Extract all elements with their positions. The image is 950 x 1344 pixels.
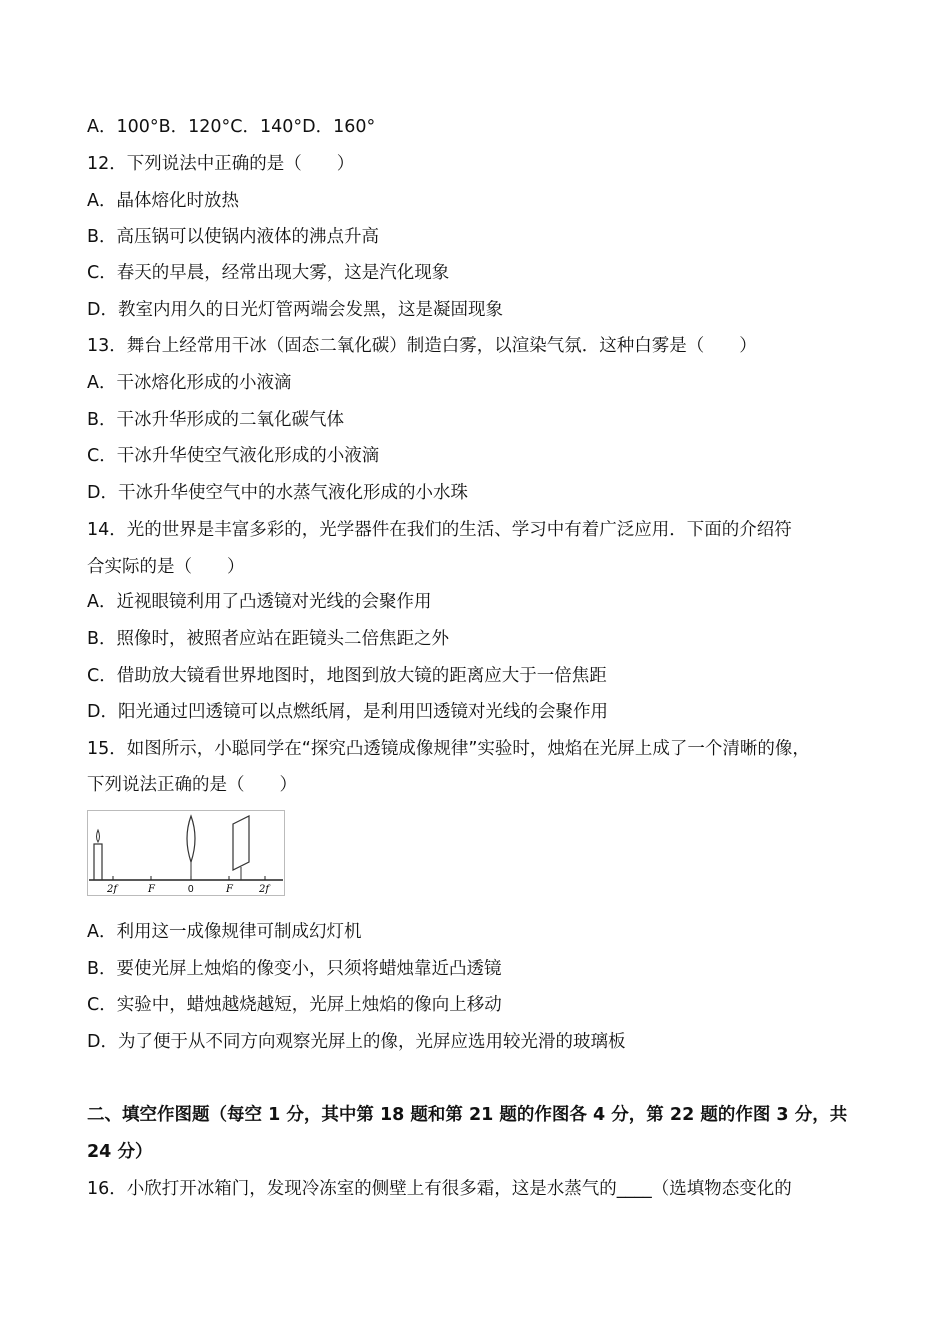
- section-heading-line2: 24 分）: [87, 1142, 153, 1162]
- lens-experiment-figure: [87, 810, 285, 896]
- q14-option-d: D．阳光通过凹透镜可以点燃纸屑，是利用凹透镜对光线的会聚作用: [87, 702, 608, 722]
- convex-lens-icon: [187, 816, 195, 880]
- q13-option-a: A．干冰熔化形成的小液滴: [87, 373, 292, 393]
- question-16: 16．小欣打开冰箱门，发现冷冻室的侧壁上有很多霜，这是水蒸气的____（选填物态变化的: [87, 1179, 792, 1199]
- q12-option-c: C．春天的早晨，经常出现大雾，这是汽化现象: [87, 263, 450, 283]
- question-14-line2: 合实际的是（ ）: [87, 557, 245, 577]
- tick-label-origin: 0: [188, 884, 194, 895]
- line-q11-options: A．100°B．120°C．140°D．160°: [87, 117, 376, 137]
- tick-label-f-right: F: [226, 884, 233, 895]
- q13-option-c: C．干冰升华使空气液化形成的小液滴: [87, 446, 380, 466]
- q12-option-a: A．晶体熔化时放热: [87, 191, 239, 211]
- q13-option-b: B．干冰升华形成的二氧化碳气体: [87, 410, 345, 430]
- question-12: 12．下列说法中正确的是（ ）: [87, 154, 355, 174]
- question-15-line1: 15．如图所示，小聪同学在“探究凸透镜成像规律”实验时，烛焰在光屏上成了一个清晰的像，: [87, 739, 810, 759]
- q15-option-b: B．要使光屏上烛焰的像变小，只须将蜡烛靠近凸透镜: [87, 959, 502, 979]
- question-13: 13．舞台上经常用干冰（固态二氧化碳）制造白雾，以渲染气氛．这种白雾是（ ）: [87, 336, 757, 356]
- section-heading-line1: 二、填空作图题（每空 1 分，其中第 18 题和第 21 题的作图各 4 分，第 22 题的作图 3 分，共: [87, 1105, 848, 1125]
- candle-icon: [94, 830, 102, 880]
- tick-label-2f-left: 2f: [107, 884, 118, 895]
- light-screen-icon: [233, 816, 249, 880]
- q15-option-a: A．利用这一成像规律可制成幻灯机: [87, 922, 362, 942]
- q13-option-d: D．干冰升华使空气中的水蒸气液化形成的小水珠: [87, 483, 468, 503]
- tick-label-f-left: F: [148, 884, 155, 895]
- q12-option-d: D．教室内用久的日光灯管两端会发黑，这是凝固现象: [87, 300, 503, 320]
- q15-option-d: D．为了便于从不同方向观察光屏上的像，光屏应选用较光滑的玻璃板: [87, 1032, 626, 1052]
- tick-label-2f-right: 2f: [259, 884, 270, 895]
- q14-option-b: B．照像时，被照者应站在距镜头二倍焦距之外: [87, 629, 450, 649]
- q14-option-c: C．借助放大镜看世界地图时，地图到放大镜的距离应大于一倍焦距: [87, 666, 607, 686]
- q15-option-c: C．实验中，蜡烛越烧越短，光屏上烛焰的像向上移动: [87, 995, 502, 1015]
- q12-option-b: B．高压锅可以使锅内液体的沸点升高: [87, 227, 380, 247]
- q14-option-a: A．近视眼镜利用了凸透镜对光线的会聚作用: [87, 592, 432, 612]
- question-15-line2: 下列说法正确的是（ ）: [87, 775, 297, 795]
- question-14-line1: 14．光的世界是丰富多彩的，光学器件在我们的生活、学习中有着广泛应用．下面的介绍符: [87, 520, 792, 540]
